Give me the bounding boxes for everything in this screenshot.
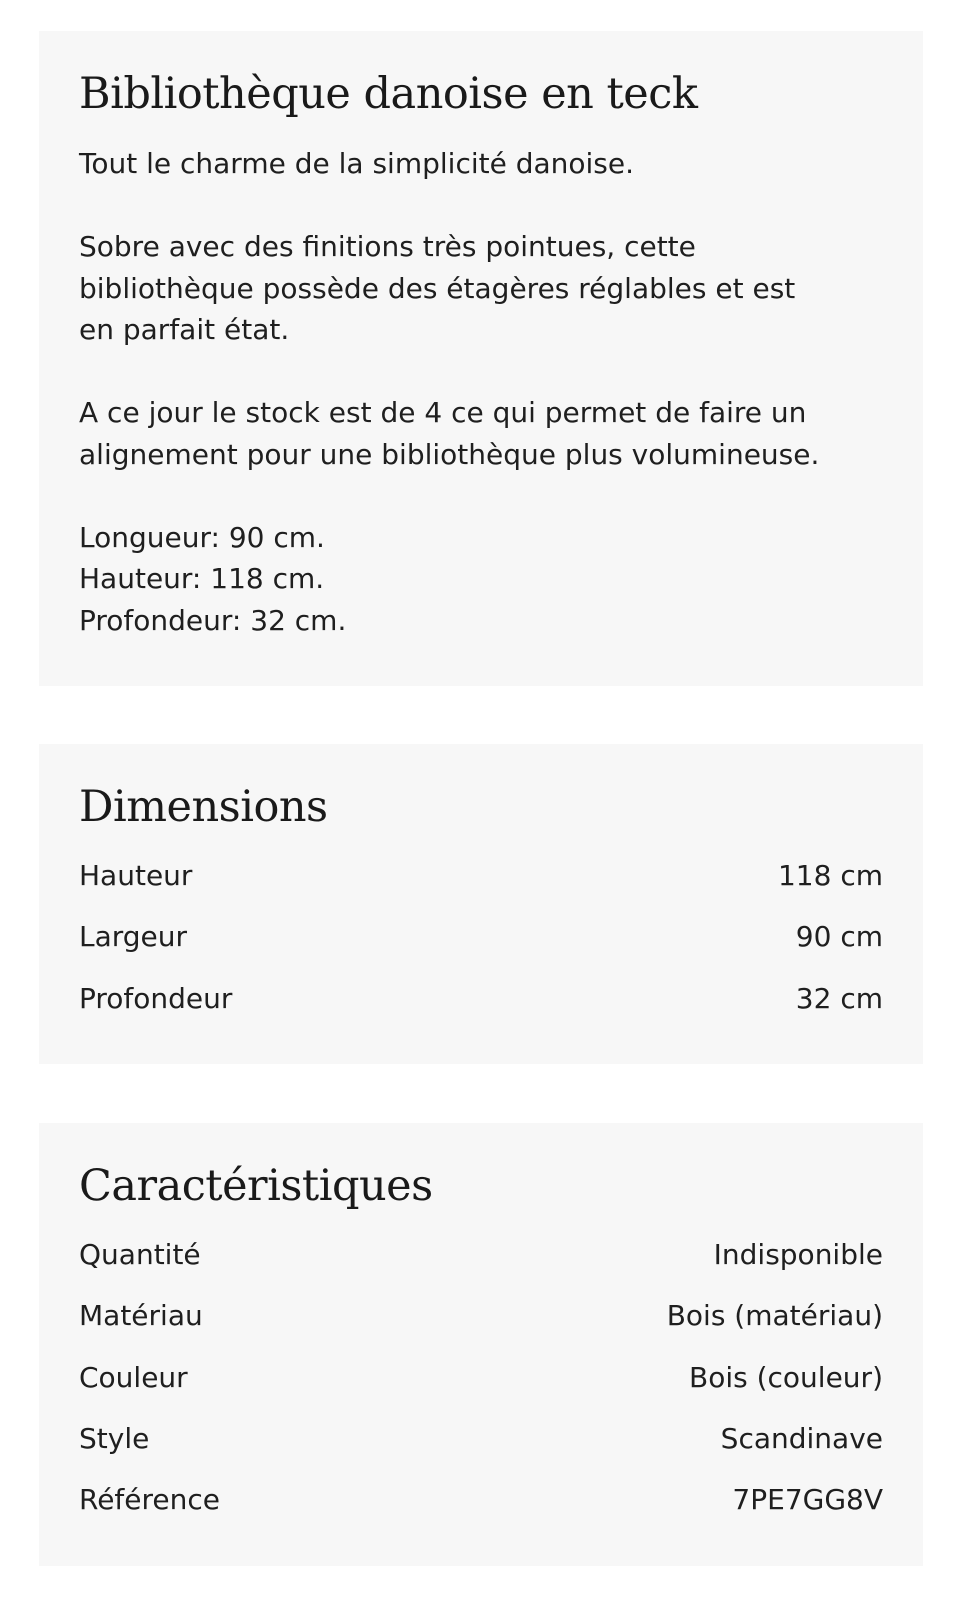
description-paragraph <box>79 226 883 351</box>
spec-value: Bois (couleur) <box>689 1360 883 1394</box>
spec-label: Style <box>79 1422 150 1456</box>
dimensions-title: Dimensions <box>79 782 328 832</box>
spec-value: 32 cm <box>795 981 883 1015</box>
description-paragraph <box>79 392 883 475</box>
description-paragraph <box>79 143 883 185</box>
description-line: Hauteur: 118 cm. <box>79 562 325 595</box>
spec-label: Couleur <box>79 1360 188 1394</box>
dimension-row-depth <box>79 968 883 1029</box>
spec-label: Hauteur <box>79 859 193 893</box>
spec-label: Largeur <box>79 920 188 954</box>
description-card <box>39 31 923 686</box>
spec-label: Quantité <box>79 1238 201 1272</box>
spec-label: Matériau <box>79 1299 203 1333</box>
description-line: Profondeur: 32 cm. <box>79 603 347 637</box>
spec-value: 118 cm <box>777 859 883 893</box>
dimension-row-width <box>79 906 883 967</box>
dimensions-list <box>79 845 883 1029</box>
description-line: en parfait état. <box>79 313 290 346</box>
description-line: Longueur: 90 cm. <box>79 520 325 554</box>
spec-label: Profondeur <box>79 981 233 1015</box>
feature-row-quantity <box>79 1224 883 1285</box>
spec-value: Scandinave <box>720 1422 883 1456</box>
description-paragraph <box>79 517 883 642</box>
feature-row-material <box>79 1285 883 1346</box>
dimension-row-height <box>79 845 883 906</box>
features-title: Caractéristiques <box>79 1161 433 1211</box>
description-line: Sobre avec des finitions très pointues, cette <box>79 230 696 263</box>
dimensions-card <box>39 744 923 1064</box>
description-line: Tout le charme de la simplicité danoise. <box>79 147 635 180</box>
spec-value: 90 cm <box>795 920 883 954</box>
product-title: Bibliothèque danoise en teck <box>79 69 698 119</box>
features-card <box>39 1123 923 1566</box>
description-line: alignement pour une bibliothèque plus volumineuse. <box>79 437 820 471</box>
spec-label: Référence <box>79 1483 220 1517</box>
feature-row-style <box>79 1408 883 1469</box>
description-line: bibliothèque possède des étagères réglables et est <box>79 271 796 305</box>
feature-row-reference <box>79 1469 883 1530</box>
feature-row-color <box>79 1347 883 1408</box>
features-list <box>79 1224 883 1530</box>
description-body <box>79 143 883 641</box>
spec-value: Bois (matériau) <box>666 1299 883 1333</box>
spec-value: 7PE7GG8V <box>732 1483 883 1517</box>
spec-value: Indisponible <box>713 1238 883 1272</box>
description-line: A ce jour le stock est de 4 ce qui permet de faire un <box>79 396 807 429</box>
